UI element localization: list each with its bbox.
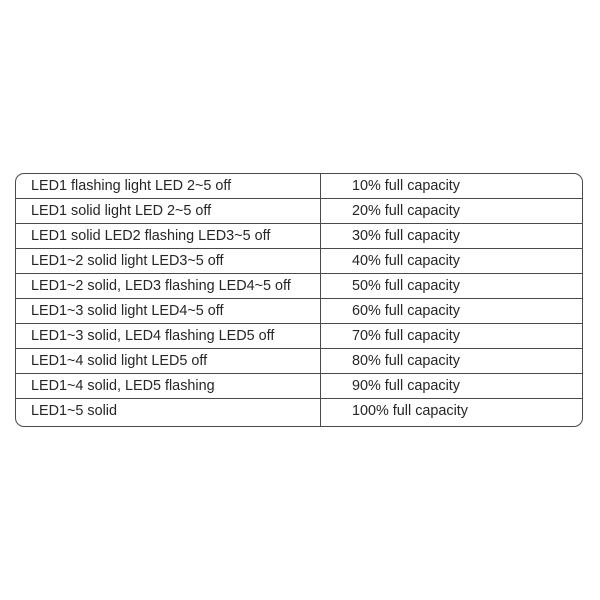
capacity-cell: 30% full capacity [352, 228, 460, 244]
led-state-cell: LED1 solid light LED 2~5 off [31, 203, 212, 219]
table-row [16, 174, 582, 199]
table-row [16, 199, 582, 224]
led-state-cell: LED1~3 solid light LED4~5 off [31, 303, 224, 319]
table-row [16, 224, 582, 249]
led-state-cell: LED1 solid LED2 flashing LED3~5 off [31, 228, 271, 244]
led-state-cell: LED1~5 solid [31, 403, 117, 419]
led-state-cell: LED1 flashing light LED 2~5 off [31, 178, 232, 194]
table-row [16, 249, 582, 274]
capacity-cell: 80% full capacity [352, 353, 460, 369]
capacity-cell: 100% full capacity [352, 403, 468, 419]
capacity-cell: 90% full capacity [352, 378, 460, 394]
table-row [16, 349, 582, 374]
led-capacity-table [15, 173, 583, 427]
led-state-cell: LED1~2 solid, LED3 flashing LED4~5 off [31, 278, 291, 294]
capacity-cell: 60% full capacity [352, 303, 460, 319]
capacity-cell: 50% full capacity [352, 278, 460, 294]
capacity-cell: 40% full capacity [352, 253, 460, 269]
led-state-cell: LED1~4 solid light LED5 off [31, 353, 208, 369]
table-row [16, 324, 582, 349]
led-state-cell: LED1~2 solid light LED3~5 off [31, 253, 224, 269]
capacity-cell: 20% full capacity [352, 203, 460, 219]
table-row [16, 274, 582, 299]
led-state-cell: LED1~3 solid, LED4 flashing LED5 off [31, 328, 275, 344]
capacity-cell: 70% full capacity [352, 328, 460, 344]
table-row [16, 299, 582, 324]
led-state-cell: LED1~4 solid, LED5 flashing [31, 378, 215, 394]
capacity-cell: 10% full capacity [352, 178, 460, 194]
table-row [16, 399, 582, 424]
table-row [16, 374, 582, 399]
